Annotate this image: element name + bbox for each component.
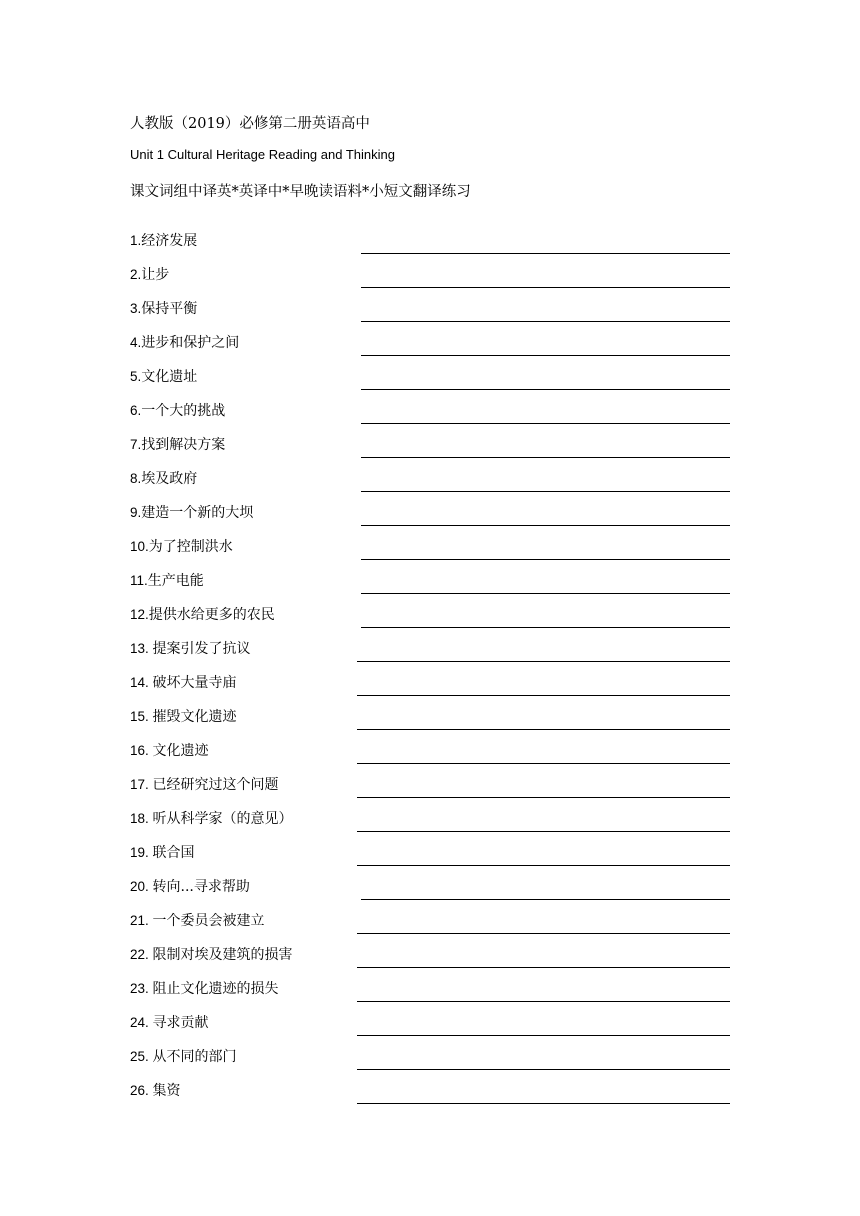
- list-item: [130, 604, 730, 628]
- list-item: [130, 1080, 730, 1104]
- answer-blank[interactable]: [357, 1035, 730, 1036]
- item-label: 3.保持平衡: [130, 301, 198, 317]
- answer-blank[interactable]: [357, 763, 730, 764]
- list-item: [130, 298, 730, 322]
- item-label: 11.生产电能: [130, 573, 204, 589]
- answer-blank[interactable]: [357, 695, 730, 696]
- answer-blank[interactable]: [361, 253, 730, 254]
- item-label: 2.让步: [130, 267, 170, 283]
- list-item: [130, 230, 730, 254]
- answer-blank[interactable]: [357, 661, 730, 662]
- item-label: 9.建造一个新的大坝: [130, 505, 254, 521]
- list-item: [130, 332, 730, 356]
- list-item: [130, 638, 730, 662]
- answer-blank[interactable]: [361, 491, 730, 492]
- answer-blank[interactable]: [361, 457, 730, 458]
- answer-blank[interactable]: [357, 1069, 730, 1070]
- item-label: 26. 集资: [130, 1083, 181, 1099]
- answer-blank[interactable]: [357, 831, 730, 832]
- item-label: 17. 已经研究过这个问题: [130, 777, 279, 793]
- item-label: 8.埃及政府: [130, 471, 198, 487]
- item-label: 6.一个大的挑战: [130, 403, 226, 419]
- answer-blank[interactable]: [361, 525, 730, 526]
- item-label: 1.经济发展: [130, 233, 198, 249]
- answer-blank[interactable]: [357, 933, 730, 934]
- answer-blank[interactable]: [361, 389, 730, 390]
- list-item: [130, 876, 730, 900]
- item-label: 10.为了控制洪水: [130, 539, 233, 555]
- answer-blank[interactable]: [357, 967, 730, 968]
- answer-blank[interactable]: [361, 627, 730, 628]
- document-title: 人教版（2019）必修第二册英语高中: [130, 116, 370, 132]
- answer-blank[interactable]: [361, 559, 730, 560]
- list-item: [130, 842, 730, 866]
- list-item: [130, 1012, 730, 1036]
- list-item: [130, 570, 730, 594]
- list-item: [130, 774, 730, 798]
- list-item: [130, 910, 730, 934]
- list-item: [130, 944, 730, 968]
- item-label: 20. 转向...寻求帮助: [130, 879, 250, 895]
- item-label: 12.提供水给更多的农民: [130, 607, 275, 623]
- list-item: [130, 672, 730, 696]
- answer-blank[interactable]: [357, 797, 730, 798]
- answer-blank[interactable]: [361, 355, 730, 356]
- list-item: [130, 434, 730, 458]
- item-label: 19. 联合国: [130, 845, 195, 861]
- answer-blank[interactable]: [357, 1103, 730, 1104]
- item-label: 16. 文化遗迹: [130, 743, 209, 759]
- exercise-description: 课文词组中译英*英译中*早晚读语料*小短文翻译练习: [130, 184, 471, 200]
- unit-title: Unit 1 Cultural Heritage Reading and Thinking: [130, 147, 395, 162]
- answer-blank[interactable]: [361, 423, 730, 424]
- list-item: [130, 366, 730, 390]
- answer-blank[interactable]: [361, 593, 730, 594]
- list-item: [130, 1046, 730, 1070]
- item-label: 5.文化遗址: [130, 369, 198, 385]
- answer-blank[interactable]: [361, 287, 730, 288]
- answer-blank[interactable]: [361, 899, 730, 900]
- list-item: [130, 706, 730, 730]
- list-item: [130, 808, 730, 832]
- list-item: [130, 400, 730, 424]
- item-label: 24. 寻求贡献: [130, 1015, 209, 1031]
- item-label: 14. 破坏大量寺庙: [130, 675, 237, 691]
- item-label: 13. 提案引发了抗议: [130, 641, 251, 657]
- item-label: 7.找到解决方案: [130, 437, 226, 453]
- list-item: [130, 978, 730, 1002]
- item-label: 15. 摧毁文化遗迹: [130, 709, 237, 725]
- answer-blank[interactable]: [357, 1001, 730, 1002]
- answer-blank[interactable]: [361, 321, 730, 322]
- answer-blank[interactable]: [357, 729, 730, 730]
- item-label: 18. 听从科学家（的意见）: [130, 811, 293, 827]
- item-label: 4.进步和保护之间: [130, 335, 240, 351]
- answer-blank[interactable]: [357, 865, 730, 866]
- item-label: 22. 限制对埃及建筑的损害: [130, 947, 293, 963]
- list-item: [130, 740, 730, 764]
- list-item: [130, 264, 730, 288]
- list-item: [130, 536, 730, 560]
- item-label: 21. 一个委员会被建立: [130, 913, 265, 929]
- list-item: [130, 468, 730, 492]
- item-label: 25. 从不同的部门: [130, 1049, 237, 1065]
- item-label: 23. 阻止文化遗迹的损失: [130, 981, 279, 997]
- list-item: [130, 502, 730, 526]
